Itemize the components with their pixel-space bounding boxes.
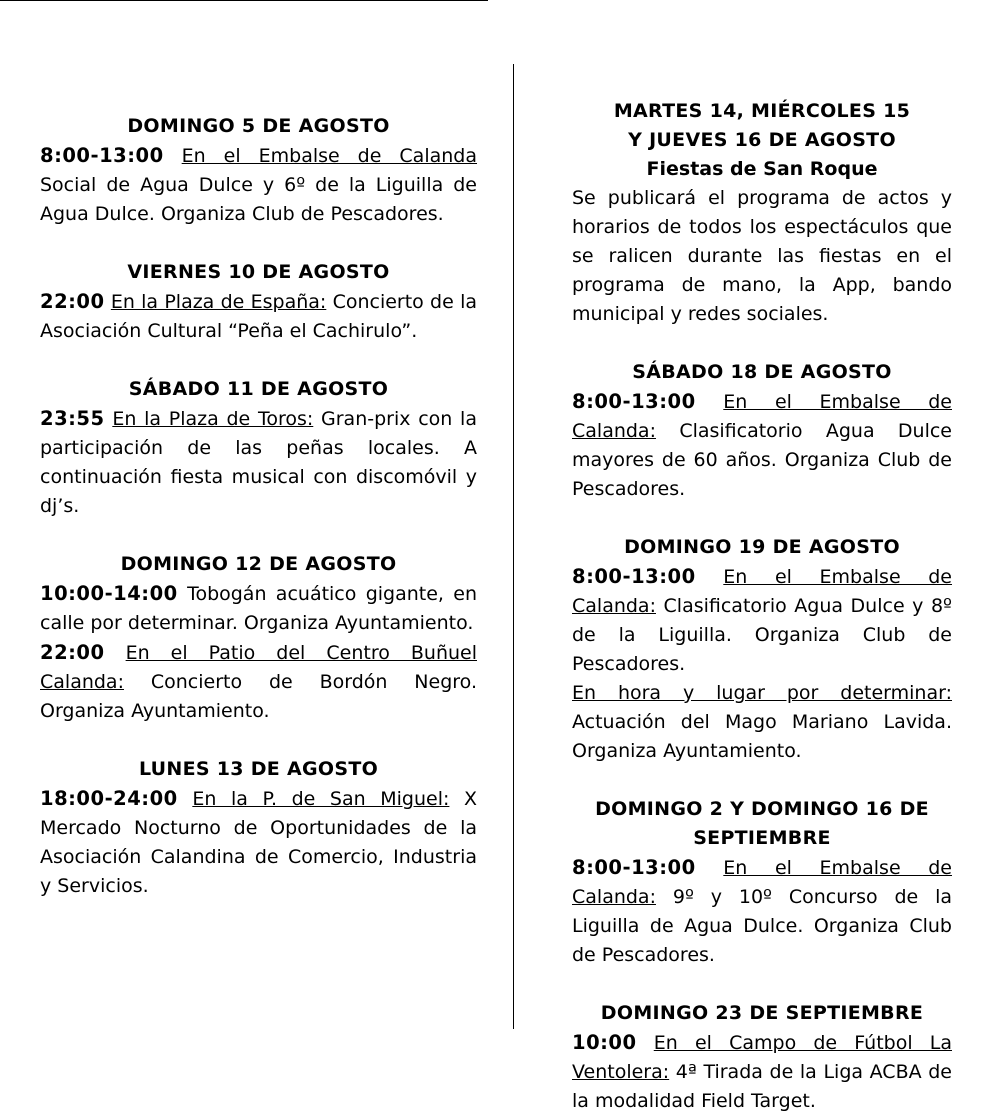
event-text: Se publicará el programa de actos y horarios de todos los espectáculos que se ralicen durante las fiestas en el programa de mano, la App, bando municipal y redes sociales.: [572, 187, 952, 325]
event-domingo-23-septiembre: [572, 999, 952, 1116]
event-subheading: Fiestas de San Roque: [646, 158, 878, 180]
event-paragraph: [40, 141, 477, 229]
column-divider: [513, 64, 514, 1029]
event-fiestas-san-roque: [572, 97, 952, 329]
event-sabado-18-agosto: [572, 358, 952, 504]
event-paragraph: [40, 579, 477, 638]
event-text: Concierto de la Asociación Cultural “Peña el Cachirulo”.: [40, 291, 477, 342]
event-place: En el Embalse de Calanda:: [572, 566, 952, 617]
event-heading-line-2: SEPTIEMBRE: [693, 827, 831, 849]
event-time: 22:00: [40, 290, 105, 313]
event-text: Tobogán acuático gigante, en calle por determinar. Organiza Ayuntamiento.: [40, 583, 477, 634]
event-time: 22:00: [40, 641, 105, 664]
event-lunes-13-agosto: [40, 755, 477, 901]
event-place: En hora y lugar por determinar:: [572, 682, 952, 704]
event-text: Concierto de Bordón Negro. Organiza Ayuntamiento.: [40, 671, 477, 722]
event-heading: DOMINGO 19 DE AGOSTO: [624, 536, 900, 558]
event-time: 8:00-13:00: [572, 856, 696, 879]
event-domingo-5-agosto: [40, 112, 477, 229]
event-sabado-11-agosto: [40, 375, 477, 521]
event-time: 8:00-13:00: [40, 144, 164, 167]
event-place: En el Embalse de Calanda: [181, 145, 477, 167]
event-heading: DOMINGO 12 DE AGOSTO: [120, 553, 397, 575]
event-text: Clasificatorio Agua Dulce mayores de 60 años. Organiza Club de Pescadores.: [572, 420, 952, 500]
event-text: Clasificatorio Agua Dulce y 8º de la Liguilla. Organiza Club de Pescadores.: [572, 595, 952, 675]
event-heading: MARTES 14, MIÉRCOLES 15: [613, 100, 911, 122]
event-paragraph: [572, 387, 952, 504]
event-paragraph: [572, 184, 952, 329]
event-heading: SÁBADO 11 DE AGOSTO: [128, 378, 389, 400]
event-paragraph: [40, 638, 477, 726]
event-time: 23:55: [40, 407, 105, 430]
event-time: 10:00: [572, 1031, 637, 1054]
event-text: Social de Agua Dulce y 6º de la Liguilla de Agua Dulce. Organiza Club de Pescadores.: [40, 174, 477, 225]
event-text: 4ª Tirada de la Liga ACBA de la modalidad Field Target.: [572, 1061, 952, 1112]
event-paragraph: [572, 562, 952, 679]
event-heading: SÁBADO 18 DE AGOSTO: [632, 361, 892, 383]
event-time: 8:00-13:00: [572, 390, 696, 413]
event-paragraph: [40, 784, 477, 901]
event-time: 10:00-14:00: [40, 582, 178, 605]
event-place: En la Plaza de España:: [110, 291, 327, 313]
event-place: En la Plaza de Toros:: [112, 408, 314, 430]
event-place: En el Campo de Fútbol La Ventolera:: [572, 1032, 952, 1083]
event-domingo-2-16-septiembre: [572, 795, 952, 970]
event-paragraph: [40, 404, 477, 521]
event-paragraph: [572, 1028, 952, 1116]
event-heading: VIERNES 10 DE AGOSTO: [127, 261, 390, 283]
event-text: Gran-prix con la participación de las peñas locales. A continuación fiesta musical con discomóvil y dj’s.: [40, 408, 477, 517]
event-paragraph: [572, 679, 952, 766]
event-time: 8:00-13:00: [572, 565, 696, 588]
event-place: En el Embalse de Calanda:: [572, 857, 952, 908]
event-domingo-12-agosto: [40, 550, 477, 726]
event-heading: DOMINGO 2 Y DOMINGO 16 DE: [595, 798, 929, 820]
event-paragraph: [572, 853, 952, 970]
event-text: Actuación del Mago Mariano Lavida. Organiza Ayuntamiento.: [572, 711, 952, 762]
event-time: 18:00-24:00: [40, 787, 178, 810]
event-place: En el Patio del Centro Buñuel Calanda:: [40, 642, 477, 693]
event-paragraph: [40, 287, 477, 346]
event-domingo-19-agosto: [572, 533, 952, 766]
event-place: En el Embalse de Calanda:: [572, 391, 952, 442]
event-heading: DOMINGO 23 DE SEPTIEMBRE: [600, 1002, 924, 1024]
event-viernes-10-agosto: [40, 258, 477, 346]
event-text: 9º y 10º Concurso de la Liguilla de Agua Dulce. Organiza Club de Pescadores.: [572, 886, 952, 966]
event-heading: DOMINGO 5 DE AGOSTO: [127, 115, 390, 137]
right-column: [572, 0, 952, 1116]
left-column: [40, 0, 477, 901]
event-heading: LUNES 13 DE AGOSTO: [138, 758, 379, 780]
event-heading-line-2: Y JUEVES 16 DE AGOSTO: [628, 129, 896, 151]
event-text: X Mercado Nocturno de Oportunidades de la Asociación Calandina de Comercio, Industria y Servicios.: [40, 788, 477, 897]
event-place: En la P. de San Miguel:: [192, 788, 450, 810]
